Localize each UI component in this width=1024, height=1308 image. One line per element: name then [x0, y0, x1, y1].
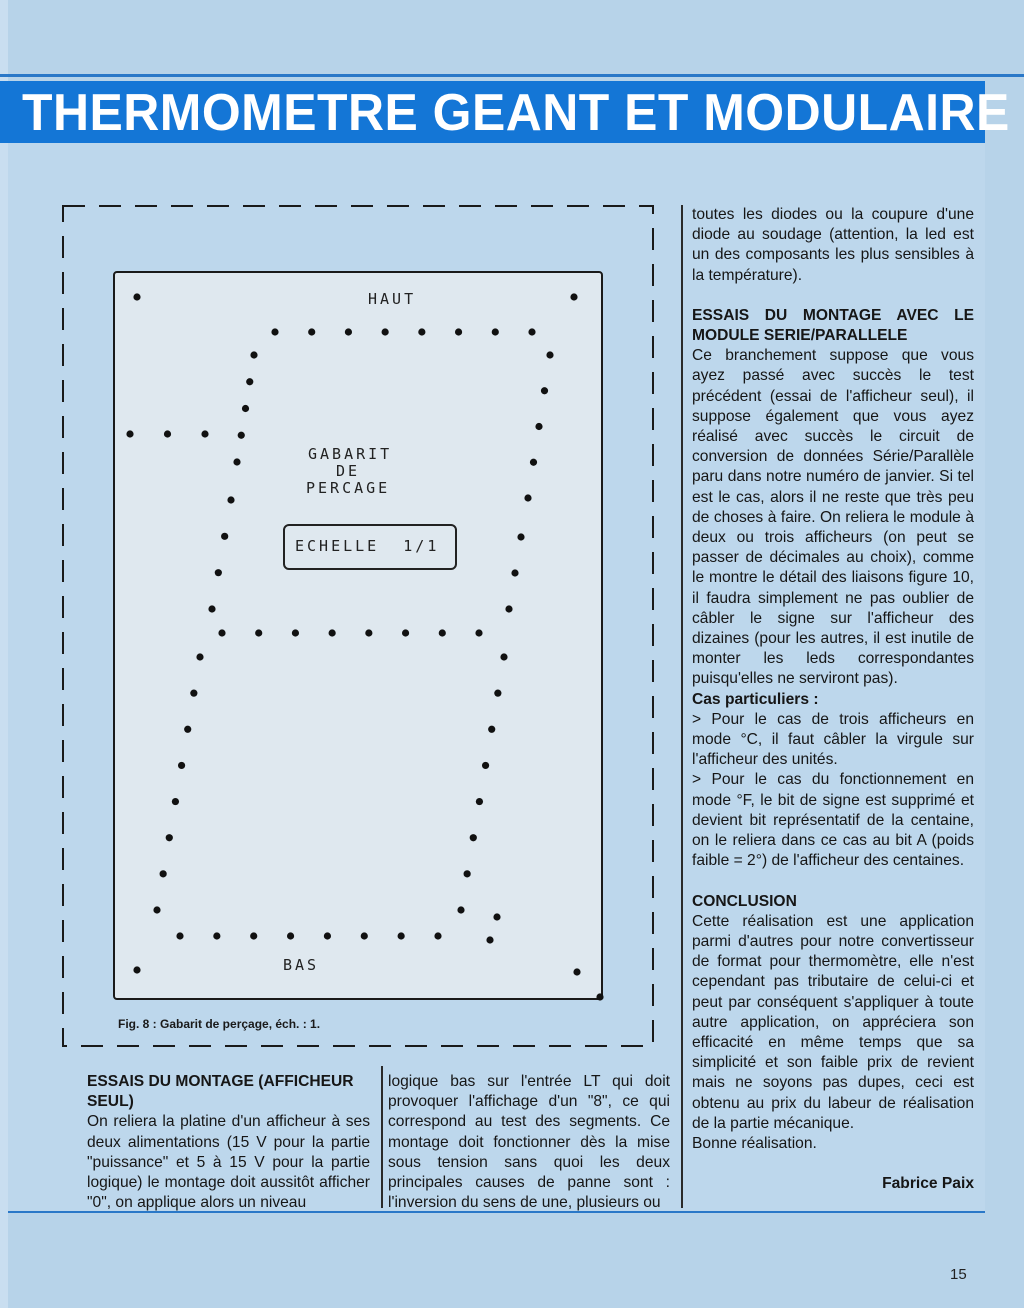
drill-hole-11 — [528, 328, 535, 335]
drill-hole-33 — [255, 629, 262, 636]
closing-line: Bonne réalisation. — [692, 1134, 817, 1152]
drill-hole-53 — [470, 834, 477, 841]
drill-hole-46 — [160, 870, 167, 877]
drill-hole-18 — [221, 533, 228, 540]
drill-hole-31 — [201, 430, 208, 437]
page-number: 15 — [950, 1266, 967, 1283]
case-fahrenheit: > Pour le cas du fonctionnement en mode °F, le bit de signe est supprimé et devient bit représentatif de la centaine, on le reliera dans ce cas au bit A (poids faible = 2°) de l'afficheur des centaines. — [692, 771, 974, 870]
drill-hole-23 — [535, 423, 542, 430]
drill-hole-29 — [126, 430, 133, 437]
drill-hole-16 — [233, 458, 240, 465]
drill-hole-42 — [184, 726, 191, 733]
subheading-cas: Cas particuliers : — [692, 690, 819, 708]
drill-hole-41 — [190, 690, 197, 697]
drill-hole-60 — [324, 932, 331, 939]
drill-hole-13 — [246, 378, 253, 385]
drill-hole-37 — [402, 629, 409, 636]
figure-center-line-2: DE — [336, 462, 361, 480]
figure-center-line-3: PERCAGE — [306, 479, 391, 497]
drill-hole-27 — [511, 569, 518, 576]
drill-hole-35 — [329, 629, 336, 636]
drill-hole-10 — [492, 328, 499, 335]
drill-hole-63 — [434, 932, 441, 939]
drill-hole-40 — [196, 653, 203, 660]
drill-hole-43 — [178, 762, 185, 769]
drill-hole-20 — [208, 605, 215, 612]
drill-hole-51 — [482, 762, 489, 769]
drill-hole-56 — [176, 932, 183, 939]
drill-hole-65 — [486, 936, 493, 943]
drill-hole-9 — [455, 328, 462, 335]
section-heading-conclusion: CONCLUSION — [692, 892, 797, 910]
drill-hole-15 — [238, 432, 245, 439]
drill-hole-47 — [153, 906, 160, 913]
drill-hole-28 — [505, 605, 512, 612]
drill-hole-39 — [475, 629, 482, 636]
drill-hole-34 — [292, 629, 299, 636]
scale-box — [283, 524, 457, 570]
drill-hole-1 — [570, 293, 577, 300]
drill-hole-30 — [164, 430, 171, 437]
drill-hole-45 — [166, 834, 173, 841]
drill-hole-55 — [457, 906, 464, 913]
drill-hole-32 — [218, 629, 225, 636]
right-intro: toutes les diodes ou la coupure d'une diode au soudage (attention, la led est un des composants les plus sensibles à la température). — [692, 206, 974, 284]
page-title: THERMOMETRE GEANT ET MODULAIRE — [22, 84, 1010, 142]
column-divider-2 — [681, 205, 683, 1208]
figure-top-label: HAUT — [368, 290, 417, 308]
left-column — [87, 1072, 370, 1213]
case-celsius: > Pour le cas de trois afficheurs en mode °C, il faut câbler la virgule sur l'afficheur des unités. — [692, 710, 974, 769]
figure-center-line-1: GABARIT — [308, 445, 393, 463]
drill-hole-17 — [227, 496, 234, 503]
drill-hole-25 — [524, 494, 531, 501]
middle-column — [388, 1072, 670, 1213]
conclusion-body: Cette réalisation est une application parmi d'autres pour notre convertisseur de format pour thermomètre, elle n'est cependant pas tributaire de celui-ci et peut par conséquent s'appliquer à toute autre application, on appréciera son efficacité en même temps que sa simplicité et son faible prix de revient mais ne soyons pas dupes, ceci est obtenu au prix du labeur de réalisation de la partie mécanique. — [692, 912, 974, 1132]
drill-hole-5 — [308, 328, 315, 335]
drill-hole-12 — [250, 351, 257, 358]
section-heading-module: ESSAIS DU MONTAGE AVEC LE MODULE SERIE/PARALLELE — [692, 306, 974, 345]
drill-hole-7 — [382, 328, 389, 335]
drill-hole-2 — [133, 966, 140, 973]
section-heading-essais: ESSAIS DU MONTAGE (AFFICHEUR SEUL) — [87, 1073, 354, 1111]
column-divider-1 — [381, 1066, 383, 1208]
drill-hole-59 — [287, 932, 294, 939]
drill-hole-8 — [418, 328, 425, 335]
drill-hole-62 — [398, 932, 405, 939]
drill-hole-38 — [439, 629, 446, 636]
right-column — [692, 205, 974, 1194]
drill-hole-21 — [546, 351, 553, 358]
drill-hole-61 — [361, 932, 368, 939]
author-signature: Fabrice Paix — [882, 1175, 974, 1193]
drill-hole-19 — [215, 569, 222, 576]
drill-hole-44 — [172, 798, 179, 805]
drill-hole-24 — [530, 459, 537, 466]
drill-hole-58 — [250, 932, 257, 939]
right-body-1: Ce branchement suppose que vous ayez passé avec succès le test précédent (essai de l'afficheur seul), il suppose également que vous ayez réalisé avec succès le circuit de conversion de données Série/Parallèle paru dans notre numéro de janvier. Si tel est le cas, alors il ne reste que très peu de choses à faire. On reliera le module à deux ou trois afficheurs (on peut se passer de décimales au choix), comme le montre le détail des liaisons figure 10, il faudra simplement ne pas oublier de câbler le signe sur l'afficheur des dizaines (pour les autres, il est inutile de monter les leds correspondantes puisqu'elles ne serviront pas). — [692, 347, 974, 688]
drill-hole-64 — [493, 913, 500, 920]
scale-label: ECHELLE 1/1 — [295, 537, 440, 555]
drill-hole-54 — [464, 870, 471, 877]
drill-hole-48 — [500, 653, 507, 660]
figure-caption: Fig. 8 : Gabarit de perçage, éch. : 1. — [118, 1017, 321, 1031]
drill-hole-26 — [517, 533, 524, 540]
drill-hole-49 — [494, 690, 501, 697]
drill-hole-36 — [365, 629, 372, 636]
drill-hole-22 — [541, 387, 548, 394]
drill-hole-0 — [133, 293, 140, 300]
drill-hole-3 — [573, 968, 580, 975]
drill-hole-57 — [213, 932, 220, 939]
drill-hole-50 — [488, 726, 495, 733]
drill-hole-66 — [596, 993, 603, 1000]
figure-bottom-label: BAS — [283, 956, 320, 974]
left-column-body: On reliera la platine d'un afficheur à ses deux alimentations (15 V pour la partie "puissance" et 5 à 15 V pour la partie logique) le montage doit aussitôt afficher "0", on applique alors un niveau — [87, 1113, 370, 1212]
drill-hole-4 — [271, 328, 278, 335]
middle-column-body: logique bas sur l'entrée LT qui doit provoquer l'affichage d'un "8", ce qui correspond au test des segments. Ce montage doit fonctionner dès la mise sous tension sans quoi les deux principales causes de panne sont : l'inversion du sens de une, plusieurs ou — [388, 1073, 670, 1212]
drill-hole-6 — [345, 328, 352, 335]
drill-hole-52 — [476, 798, 483, 805]
drill-hole-14 — [242, 405, 249, 412]
